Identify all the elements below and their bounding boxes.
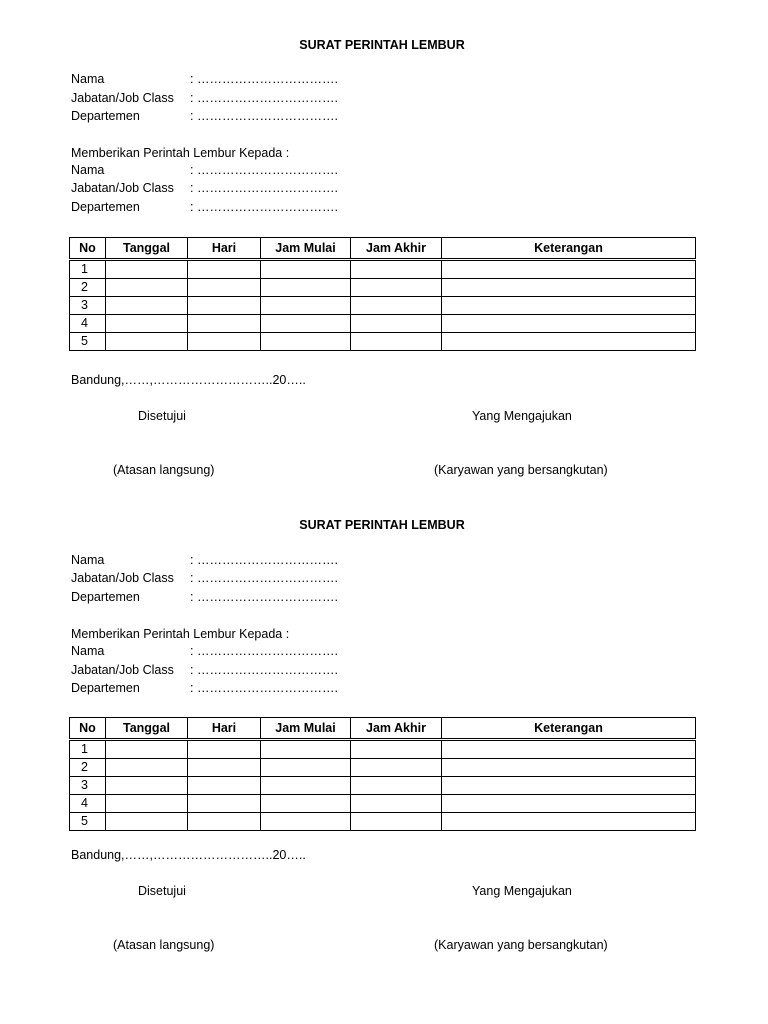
field-label: Nama	[71, 553, 105, 567]
cell-day	[188, 759, 261, 777]
cell-end-time	[351, 279, 442, 297]
cell-remarks	[442, 759, 696, 777]
cell-start-time	[261, 315, 351, 333]
cell-remarks	[442, 260, 696, 279]
table-row	[70, 740, 696, 759]
row-number: 5	[70, 333, 106, 351]
cell-start-time	[261, 260, 351, 279]
field-label: Jabatan/Job Class	[71, 91, 174, 105]
overtime-table	[69, 237, 696, 351]
table-row	[70, 795, 696, 813]
field-value: : …………………………….	[190, 91, 338, 105]
table-row	[70, 297, 696, 315]
recipient-intro: Memberikan Perintah Lembur Kepada :	[71, 627, 290, 641]
field-value: : …………………………….	[190, 72, 338, 86]
approved-label: Disetujui	[138, 409, 186, 423]
table-row	[70, 333, 696, 351]
column-header-day: Hari	[188, 238, 261, 260]
cell-day	[188, 740, 261, 759]
column-header-end-time: Jam Akhir	[351, 718, 442, 740]
column-header-end-time: Jam Akhir	[351, 238, 442, 260]
approver-name: (Atasan langsung)	[113, 938, 215, 952]
cell-start-time	[261, 740, 351, 759]
cell-remarks	[442, 813, 696, 831]
cell-remarks	[442, 279, 696, 297]
row-number: 1	[70, 740, 106, 759]
approver-name: (Atasan langsung)	[113, 463, 215, 477]
column-header-no: No	[70, 718, 106, 740]
cell-day	[188, 333, 261, 351]
form-title: SURAT PERINTAH LEMBUR	[299, 38, 465, 52]
table-row	[70, 279, 696, 297]
cell-start-time	[261, 777, 351, 795]
column-header-date: Tanggal	[106, 238, 188, 260]
row-number: 3	[70, 777, 106, 795]
field-label: Departemen	[71, 200, 140, 214]
cell-day	[188, 795, 261, 813]
table-row	[70, 315, 696, 333]
cell-end-time	[351, 297, 442, 315]
field-value: : …………………………….	[190, 663, 338, 677]
field-label: Jabatan/Job Class	[71, 181, 174, 195]
field-label: Jabatan/Job Class	[71, 663, 174, 677]
row-number: 2	[70, 759, 106, 777]
recipient-intro: Memberikan Perintah Lembur Kepada :	[71, 146, 290, 160]
cell-start-time	[261, 795, 351, 813]
row-number: 4	[70, 315, 106, 333]
cell-day	[188, 297, 261, 315]
cell-remarks	[442, 297, 696, 315]
cell-remarks	[442, 333, 696, 351]
cell-end-time	[351, 777, 442, 795]
cell-start-time	[261, 279, 351, 297]
cell-remarks	[442, 777, 696, 795]
cell-end-time	[351, 759, 442, 777]
column-header-date: Tanggal	[106, 718, 188, 740]
submitted-label: Yang Mengajukan	[472, 409, 572, 423]
cell-remarks	[442, 740, 696, 759]
table-row	[70, 813, 696, 831]
cell-start-time	[261, 759, 351, 777]
cell-date	[106, 777, 188, 795]
column-header-remarks: Keterangan	[442, 718, 696, 740]
table-header-row	[70, 718, 696, 740]
cell-day	[188, 813, 261, 831]
field-value: : …………………………….	[190, 681, 338, 695]
cell-remarks	[442, 315, 696, 333]
field-value: : …………………………….	[190, 571, 338, 585]
row-number: 1	[70, 260, 106, 279]
cell-date	[106, 315, 188, 333]
cell-end-time	[351, 813, 442, 831]
cell-day	[188, 260, 261, 279]
column-header-start-time: Jam Mulai	[261, 238, 351, 260]
field-label: Departemen	[71, 590, 140, 604]
field-value: : …………………………….	[190, 163, 338, 177]
cell-end-time	[351, 260, 442, 279]
place-date-line: Bandung,……,………………………..20…..	[71, 848, 306, 862]
cell-start-time	[261, 813, 351, 831]
row-number: 4	[70, 795, 106, 813]
table-row	[70, 260, 696, 279]
submitter-name: (Karyawan yang bersangkutan)	[434, 938, 608, 952]
column-header-day: Hari	[188, 718, 261, 740]
approved-label: Disetujui	[138, 884, 186, 898]
submitted-label: Yang Mengajukan	[472, 884, 572, 898]
cell-day	[188, 315, 261, 333]
row-number: 5	[70, 813, 106, 831]
column-header-remarks: Keterangan	[442, 238, 696, 260]
cell-date	[106, 297, 188, 315]
cell-day	[188, 279, 261, 297]
cell-end-time	[351, 333, 442, 351]
field-label: Departemen	[71, 109, 140, 123]
column-header-no: No	[70, 238, 106, 260]
cell-day	[188, 777, 261, 795]
field-value: : …………………………….	[190, 553, 338, 567]
field-value: : …………………………….	[190, 644, 338, 658]
cell-end-time	[351, 740, 442, 759]
field-label: Nama	[71, 163, 105, 177]
cell-remarks	[442, 795, 696, 813]
row-number: 2	[70, 279, 106, 297]
submitter-name: (Karyawan yang bersangkutan)	[434, 463, 608, 477]
place-date-line: Bandung,……,………………………..20…..	[71, 373, 306, 387]
field-value: : …………………………….	[190, 109, 338, 123]
field-label: Nama	[71, 644, 105, 658]
cell-date	[106, 795, 188, 813]
table-row	[70, 777, 696, 795]
cell-end-time	[351, 315, 442, 333]
cell-date	[106, 279, 188, 297]
form-title: SURAT PERINTAH LEMBUR	[299, 518, 465, 532]
cell-start-time	[261, 333, 351, 351]
field-value: : …………………………….	[190, 181, 338, 195]
cell-date	[106, 333, 188, 351]
field-label: Departemen	[71, 681, 140, 695]
column-header-start-time: Jam Mulai	[261, 718, 351, 740]
overtime-table	[69, 717, 696, 831]
field-label: Nama	[71, 72, 105, 86]
row-number: 3	[70, 297, 106, 315]
table-header-row	[70, 238, 696, 260]
cell-start-time	[261, 297, 351, 315]
field-value: : …………………………….	[190, 200, 338, 214]
cell-end-time	[351, 795, 442, 813]
field-value: : …………………………….	[190, 590, 338, 604]
cell-date	[106, 260, 188, 279]
cell-date	[106, 813, 188, 831]
field-label: Jabatan/Job Class	[71, 571, 174, 585]
cell-date	[106, 740, 188, 759]
cell-date	[106, 759, 188, 777]
table-row	[70, 759, 696, 777]
